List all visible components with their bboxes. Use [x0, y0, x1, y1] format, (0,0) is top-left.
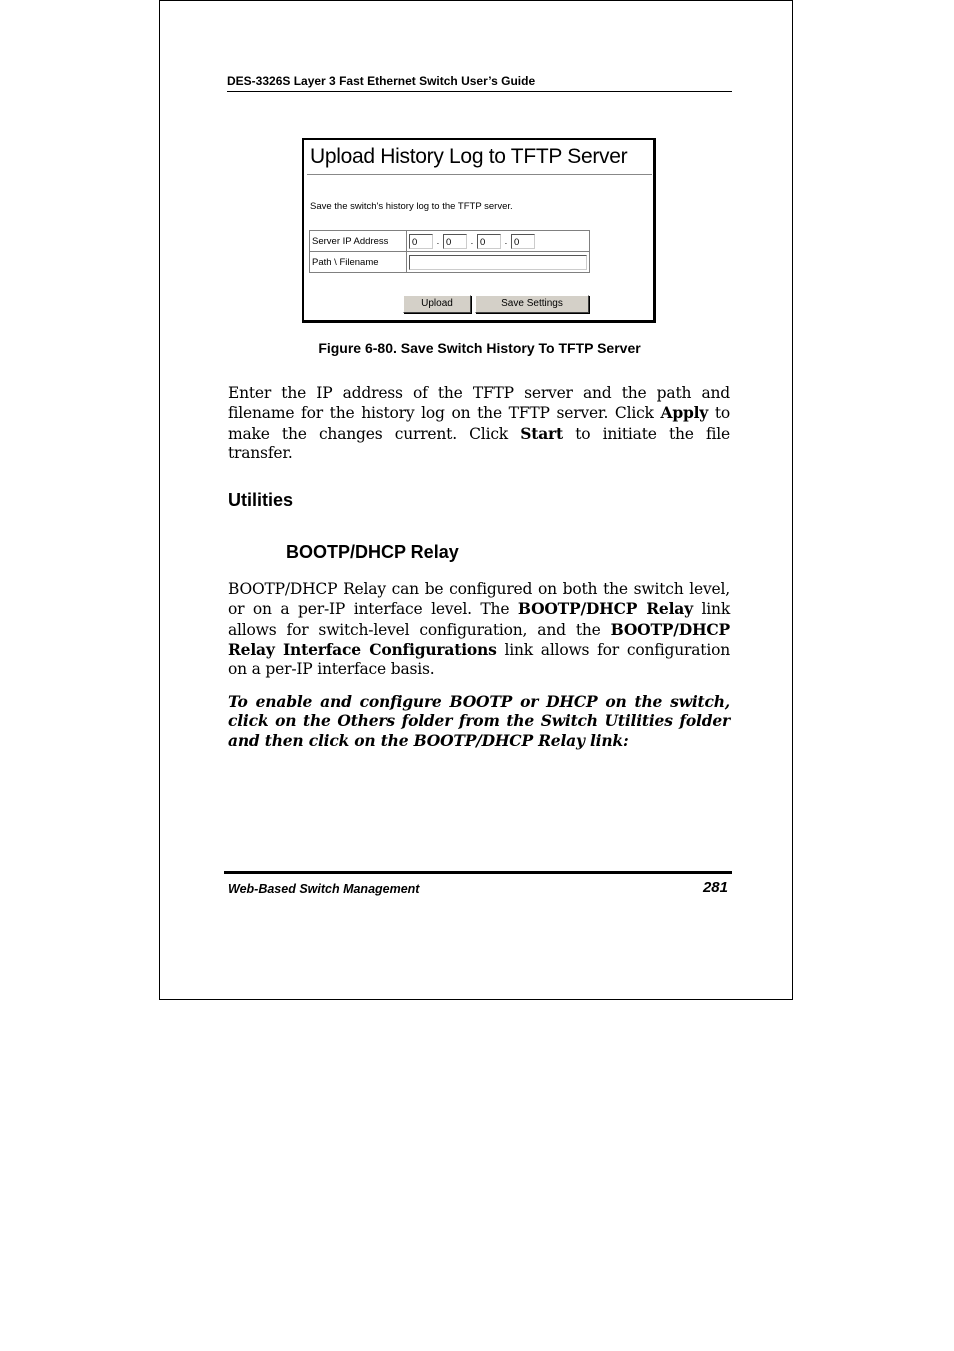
apply-term: Apply: [660, 403, 709, 423]
text: link allows for switch-level configuration, and the: [228, 600, 731, 639]
page-number: 281: [702, 879, 728, 896]
upload-button[interactable]: Upload: [403, 295, 471, 313]
section-heading: Utilities: [228, 490, 294, 510]
figure-caption: Figure 6-80. Save Switch History To TFTP Server: [318, 340, 641, 356]
subsection-heading: BOOTP/DHCP Relay: [286, 542, 459, 562]
server-ip-field: [407, 231, 590, 252]
ip-octet-3-input[interactable]: 0: [477, 234, 501, 249]
text: BOOTP/DHCP Relay can be configured on both the switch level, or on a per-IP interface level. The: [228, 580, 730, 619]
ip-octet-1-input[interactable]: 0: [409, 234, 433, 249]
table-row: [310, 252, 590, 273]
footer-title: Web-Based Switch Management: [228, 882, 420, 896]
path-filename-label: Path \ Filename: [310, 252, 407, 273]
path-filename-input[interactable]: [409, 255, 587, 270]
server-ip-label: Server IP Address: [310, 231, 407, 252]
instruction-paragraph: To enable and configure BOOTP or DHCP on the switch, click on the Others folder from the Switch Utilities folder and then click on the BOOTP/DHCP Relay link:: [228, 692, 730, 750]
path-filename-field: [407, 252, 590, 273]
ip-octet-2-input[interactable]: 0: [443, 234, 467, 249]
text: link allows for configuration on a per-IP interface basis.: [228, 640, 731, 679]
start-term: Start: [520, 423, 563, 443]
ip-separator: .: [470, 235, 474, 247]
ip-separator: .: [436, 235, 440, 247]
tftp-instructions-paragraph: [228, 384, 730, 463]
text: Enter the IP address of the TFTP server and the path and filename for the history log on the TFTP server. Click: [228, 384, 730, 423]
screenshot-description: Save the switch's history log to the TFTP server.: [310, 201, 513, 212]
ip-octet-4-input[interactable]: 0: [511, 234, 535, 249]
ip-separator: .: [504, 235, 508, 247]
running-header: DES-3326S Layer 3 Fast Ethernet Switch User’s Guide: [227, 74, 732, 92]
title-divider: [307, 174, 652, 175]
save-settings-button[interactable]: Save Settings: [475, 295, 589, 313]
text: to initiate the file transfer.: [228, 424, 730, 462]
footer-rule: [224, 871, 732, 874]
bootp-interface-term: BOOTP/DHCP Relay Interface Configurations: [228, 619, 730, 659]
text: to make the changes current. Click: [228, 404, 731, 443]
bootp-description-paragraph: [228, 580, 730, 679]
table-row: [310, 231, 590, 252]
screenshot-title: Upload History Log to TFTP Server: [310, 145, 628, 168]
bootp-relay-term: BOOTP/DHCP Relay: [517, 599, 693, 619]
settings-table: [309, 230, 590, 273]
upload-history-screenshot: [302, 138, 656, 323]
